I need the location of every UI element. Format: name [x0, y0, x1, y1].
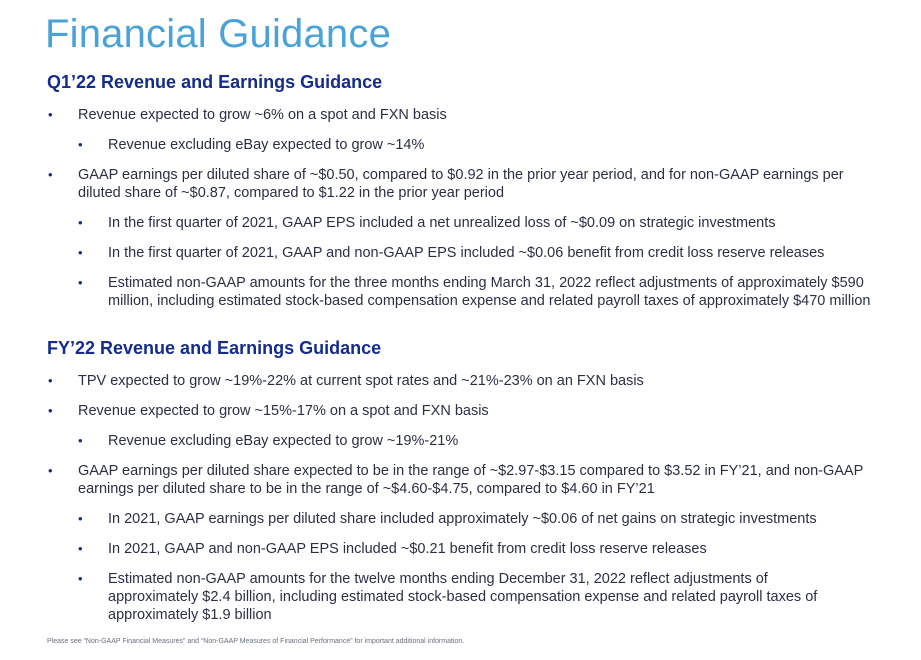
bullet-icon: • — [78, 137, 83, 152]
list-item-text: TPV expected to grow ~19%-22% at current spot rates and ~21%-23% on an FXN basis — [78, 373, 644, 389]
list-item-text: Estimated non-GAAP amounts for the twelve months ending December 31, 2022 reflect adjustments of approximately $2.4 billion, including estimated stock-based compensation expense and related payroll taxes of approximately $1.9 billion — [108, 571, 818, 623]
list-item-text: In 2021, GAAP and non-GAAP EPS included ~$0.21 benefit from credit loss reserve releases — [108, 541, 707, 557]
list-item-text: Revenue expected to grow ~15%-17% on a spot and FXN basis — [78, 403, 489, 419]
list-item-text: Estimated non-GAAP amounts for the three months ending March 31, 2022 reflect adjustments of approximately $590 million, including estimated stock-based compensation expense and related payroll taxes of approximately $470 million — [108, 275, 871, 309]
bullet-icon: • — [48, 373, 53, 388]
list-item-text: In the first quarter of 2021, GAAP and non-GAAP EPS included ~$0.06 benefit from credit loss reserve releases — [108, 245, 825, 261]
bullet-icon: • — [48, 167, 53, 182]
list-item — [48, 462, 878, 498]
footnote: Please see “Non-GAAP Financial Measures” and “Non-GAAP Measures of Financial Performance” for important additional information. — [47, 638, 465, 645]
list-item-text: GAAP earnings per diluted share expected to be in the range of ~$2.97-$3.15 compared to $3.52 in FY’21, and non-GAAP earnings per diluted share to be in the range of ~$4.60-$4.75, compared to $4.60 in FY’21 — [78, 463, 864, 497]
page-title: Financial Guidance — [45, 12, 392, 56]
q1-section-heading: Q1’22 Revenue and Earnings Guidance — [47, 72, 383, 92]
bullet-icon: • — [78, 215, 83, 230]
bullet-icon: • — [78, 571, 83, 586]
list-item — [78, 244, 878, 262]
list-item — [48, 166, 878, 202]
list-item-text: Revenue excluding eBay expected to grow ~19%-21% — [108, 433, 459, 449]
bullet-icon: • — [78, 433, 83, 448]
list-item — [48, 402, 878, 420]
list-item — [48, 106, 878, 124]
list-item — [78, 510, 878, 528]
list-item — [78, 214, 878, 232]
list-item-text: In the first quarter of 2021, GAAP EPS included a net unrealized loss of ~$0.09 on strategic investments — [108, 215, 776, 231]
bullet-icon: • — [78, 245, 83, 260]
bullet-icon: • — [78, 511, 83, 526]
list-item — [78, 274, 878, 310]
bullet-icon: • — [78, 275, 83, 290]
fy-section-heading: FY’22 Revenue and Earnings Guidance — [47, 338, 382, 358]
list-item — [78, 540, 878, 558]
list-item-text: In 2021, GAAP earnings per diluted share included approximately ~$0.06 of net gains on strategic investments — [108, 511, 817, 527]
list-item — [78, 432, 878, 450]
bullet-icon: • — [48, 107, 53, 122]
list-item-text: Revenue expected to grow ~6% on a spot and FXN basis — [78, 107, 447, 123]
list-item — [48, 372, 878, 390]
list-item-text: Revenue excluding eBay expected to grow ~14% — [108, 137, 425, 153]
list-item — [78, 136, 878, 154]
list-item — [78, 570, 818, 624]
bullet-icon: • — [48, 463, 53, 478]
list-item-text: GAAP earnings per diluted share of ~$0.50, compared to $0.92 in the prior year period, and for non-GAAP earnings per diluted share of ~$0.87, compared to $1.22 in the prior year period — [78, 167, 844, 201]
bullet-icon: • — [78, 541, 83, 556]
bullet-icon: • — [48, 403, 53, 418]
